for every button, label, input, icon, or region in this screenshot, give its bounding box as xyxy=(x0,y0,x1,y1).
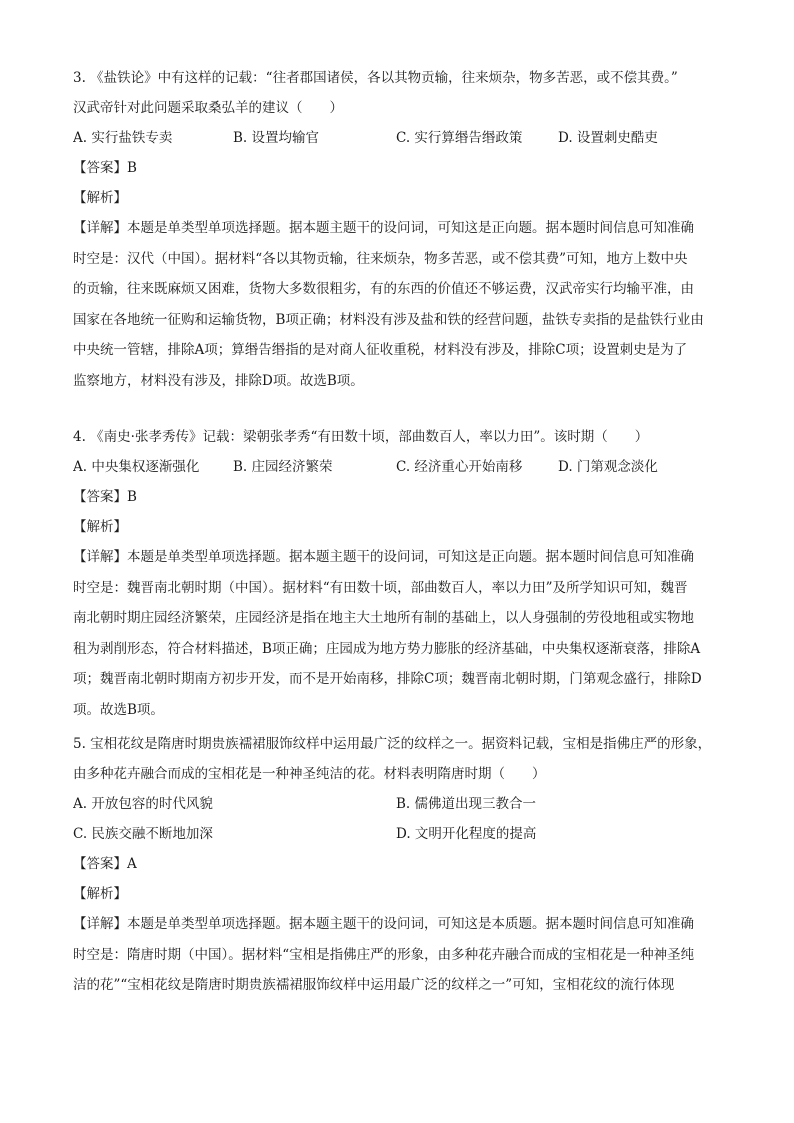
detail-line: 租为剥削形态，符合材料描述，B项正确；庄园成为地方势力膨胀的经济基础，中央集权逐渐衰落，排除A xyxy=(73,640,701,657)
question-5-answer: 【答案】A xyxy=(73,856,137,872)
detail-line: 【详解】本题是单类型单项选择题。据本题主题干的设问词，可知这是本质题。据本题时间信息可知准确 xyxy=(73,916,694,932)
question-5-stem-line-1: 5. 宝相花纹是隋唐时期贵族襦裙服饰纹样中运用最广泛的纹样之一。据资料记载，宝相是指佛庄严的形象， xyxy=(73,736,712,752)
detail-line: 时空是：魏晋南北朝时期（中国）。据材料“有田数十顷，部曲数百人，率以力田”及所学知识可知，魏晋 xyxy=(73,579,688,596)
option-b: B. 设置均输官 xyxy=(233,130,320,146)
detail-line: 项。故选B项。 xyxy=(73,701,164,718)
question-3-detail xyxy=(73,213,723,396)
detail-line: 时空是：汉代（中国）。据材料“各以其物贡输，往来烦杂，物多苦恶，或不偿其费”可知，地方上数中央 xyxy=(73,250,688,267)
question-4-options xyxy=(73,452,723,482)
spacer xyxy=(73,396,723,422)
option-a: A. 实行盐铁专卖 xyxy=(73,130,173,146)
option-c: C. 实行算缗告缗政策 xyxy=(396,130,523,146)
question-3-options xyxy=(73,123,723,153)
detail-line: 中央统一管辖，排除A项；算缗告缗指的是对商人征收重税，材料没有涉及，排除C项；设置刺史是为了 xyxy=(73,342,688,358)
detail-line: 洁的花”“宝相花纹是隋唐时期贵族襦裙服饰纹样中运用最广泛的纹样之一”可知，宝相花纹的流行体现 xyxy=(73,977,675,993)
detail-line: 项；魏晋南北朝时期南方初步开发，而不是开始南移，排除C项；魏晋南北朝时期，门第观念盛行，排除D xyxy=(73,671,702,687)
option-d: D. 设置刺史酷吏 xyxy=(558,130,658,146)
question-3-stem-line-2: 汉武帝针对此问题采取桑弘羊的建议（ ） xyxy=(73,100,343,116)
question-3-stem-line-1: 3. 《盐铁论》中有这样的记载：“往者郡国诸侯，各以其物贡输，往来烦杂，物多苦恶，或不偿其费。” xyxy=(73,70,678,86)
question-4-analysis-label: 【解析】 xyxy=(73,519,127,535)
detail-line: 【详解】本题是单类型单项选择题。据本题主题干的设问词，可知这是正向题。据本题时间信息可知准确 xyxy=(73,220,694,236)
detail-line: 时空是：隋唐时期（中国）。据材料“宝相是指佛庄严的形象，由多种花卉融合而成的宝相花是一种神圣纯 xyxy=(73,946,695,963)
option-d: D. 门第观念淡化 xyxy=(558,459,658,475)
question-5-stem-line-2: 由多种花卉融合而成的宝相花是一种神圣纯洁的花。材料表明隋唐时期（ ） xyxy=(73,766,546,782)
option-d: D. 文明开化程度的提高 xyxy=(396,826,537,842)
option-b: B. 庄园经济繁荣 xyxy=(233,459,333,475)
question-4-stem-line-1: 4. 《南史·张孝秀传》记载：梁朝张孝秀“有田数十顷，部曲数百人，率以力田”。该时期（ ） xyxy=(73,429,649,445)
detail-line: 国家在各地统一征购和运输货物，B项正确；材料没有涉及盐和铁的经营问题，盐铁专卖指的是盐铁行业由 xyxy=(73,311,704,328)
option-c: C. 经济重心开始南移 xyxy=(396,459,523,475)
question-5 xyxy=(73,729,723,1001)
question-3-answer: 【答案】B xyxy=(73,160,137,176)
question-4-detail xyxy=(73,542,723,725)
question-5-options-row-1 xyxy=(73,789,723,819)
option-b: B. 儒佛道出现三教合一 xyxy=(396,796,537,812)
option-c: C. 民族交融不断地加深 xyxy=(73,826,213,842)
option-a: A. 开放包容的时代风貌 xyxy=(73,796,213,812)
detail-line: 的贡输，往来既麻烦又困难，货物大多数很粗劣，有的东西的价值还不够运费，汉武帝实行均输平准，由 xyxy=(73,281,694,297)
question-3 xyxy=(73,63,723,396)
question-5-detail xyxy=(73,909,723,1001)
question-4 xyxy=(73,422,723,725)
question-3-analysis-label: 【解析】 xyxy=(73,190,127,206)
detail-line: 监察地方，材料没有涉及，排除D项。故选B项。 xyxy=(73,372,364,389)
detail-line: 南北朝时期庄园经济繁荣，庄园经济是指在地主大土地所有制的基础上，以人身强制的劳役地租或实物地 xyxy=(73,610,694,626)
question-4-answer: 【答案】B xyxy=(73,489,137,505)
question-5-options-row-2 xyxy=(73,819,723,849)
question-5-analysis-label: 【解析】 xyxy=(73,886,127,902)
document-content xyxy=(73,63,723,1001)
detail-line: 【详解】本题是单类型单项选择题。据本题主题干的设问词，可知这是正向题。据本题时间信息可知准确 xyxy=(73,549,694,565)
option-a: A. 中央集权逐渐强化 xyxy=(73,459,200,475)
